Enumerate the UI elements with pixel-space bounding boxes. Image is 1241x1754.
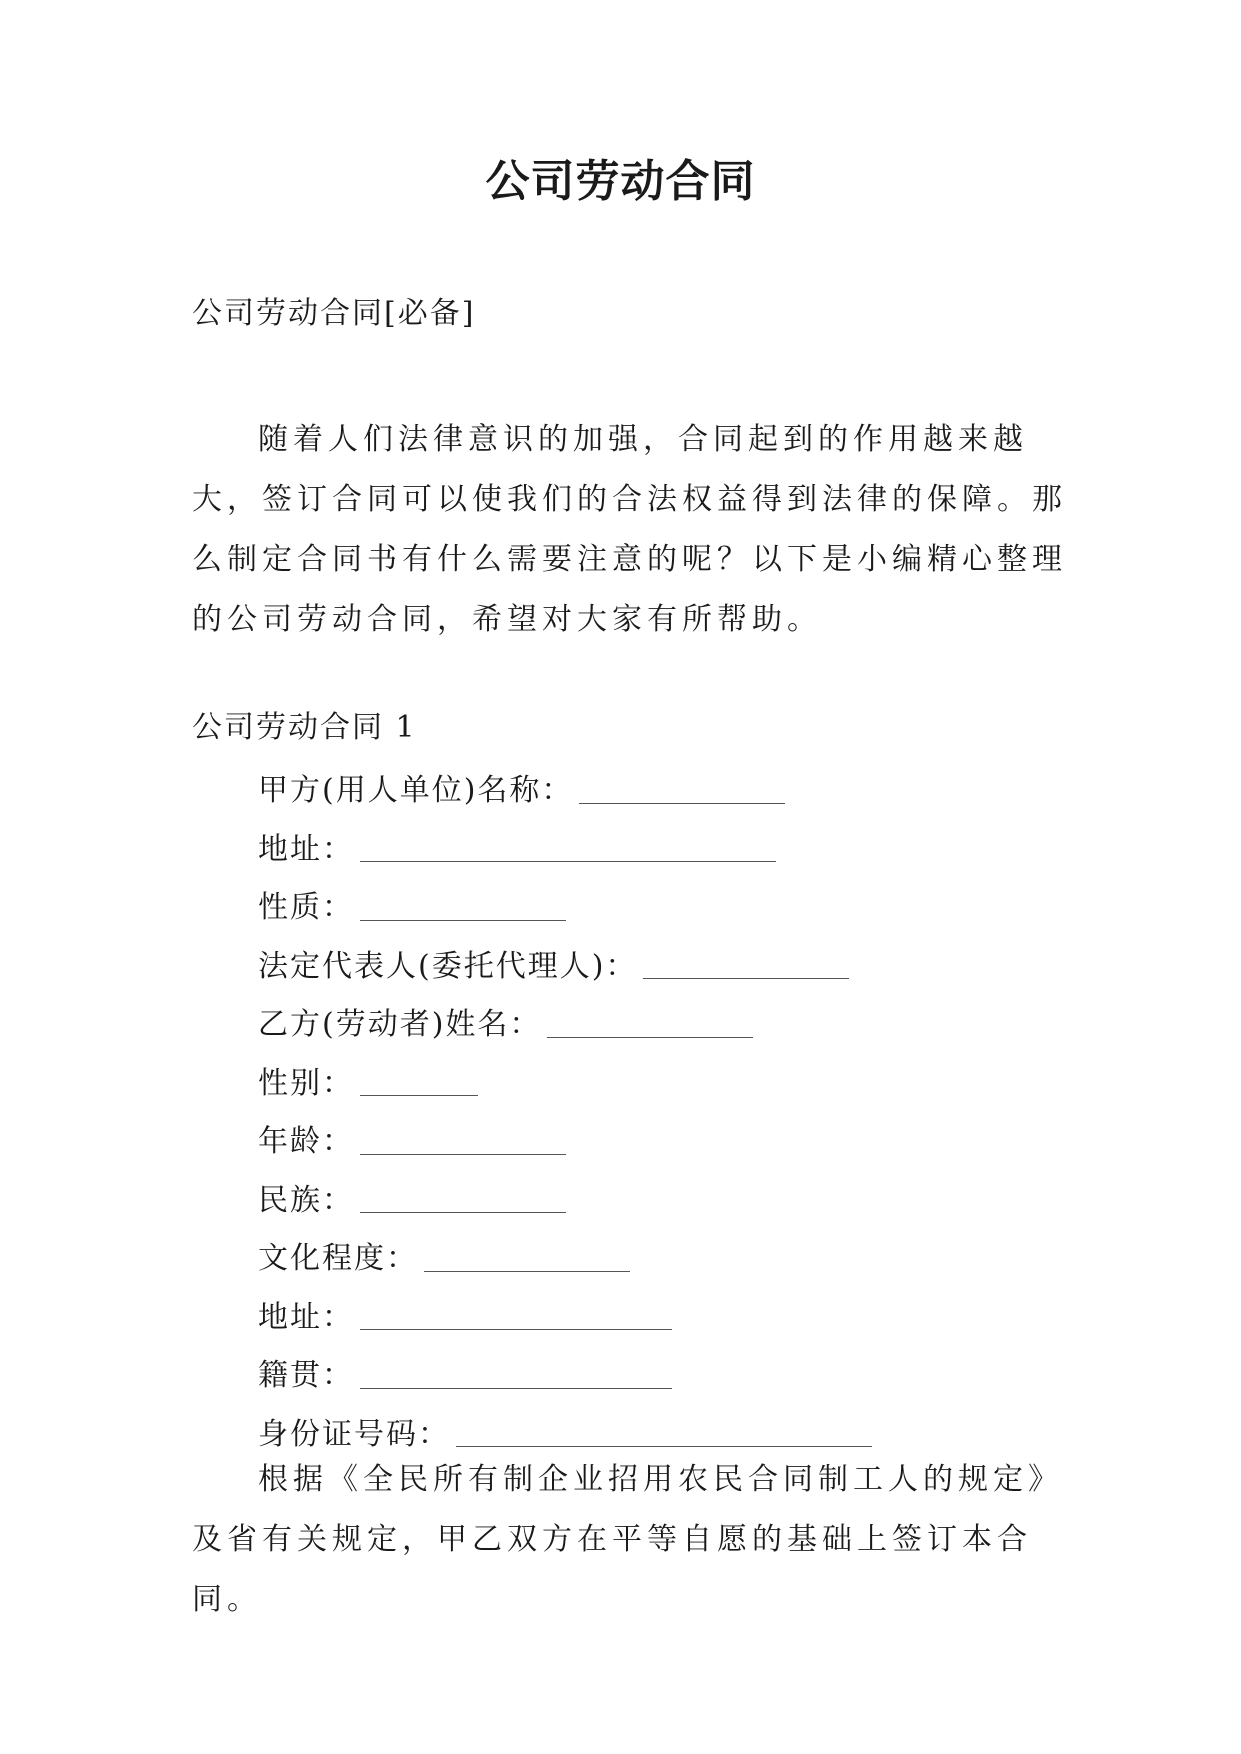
fill-in-blank[interactable]	[360, 1364, 672, 1389]
fill-in-blank[interactable]	[456, 1422, 872, 1447]
fill-in-blank[interactable]	[360, 1305, 672, 1330]
fill-in-blank[interactable]	[360, 1188, 566, 1213]
field-label: 文化程度：	[258, 1241, 418, 1277]
fill-in-blank[interactable]	[360, 896, 566, 921]
contract-fields	[258, 758, 872, 1460]
fill-in-blank[interactable]	[360, 837, 776, 862]
closing-paragraph: 根据《全民所有制企业招用农民合同制工人的规定》及省有关规定，甲乙双方在平等自愿的基础上签订本合同。	[192, 1462, 1063, 1617]
field-label: 身份证号码：	[258, 1416, 450, 1452]
fill-in-blank[interactable]	[360, 1130, 566, 1155]
field-age	[258, 1109, 872, 1168]
field-label: 地址：	[258, 1299, 354, 1335]
field-native-place	[258, 1343, 872, 1402]
field-label: 性质：	[258, 890, 354, 926]
field-label: 法定代表人(委托代理人)：	[258, 948, 638, 984]
fill-in-blank[interactable]	[424, 1247, 630, 1272]
fill-in-blank[interactable]	[360, 1071, 478, 1096]
intro-paragraph: 随着人们法律意识的加强，合同起到的作用越来越大，签订合同可以使我们的合法权益得到法律的保障。那么制定合同书有什么需要注意的呢？以下是小编精心整理的公司劳动合同，希望对大家有所帮助。	[192, 422, 1067, 637]
fill-in-blank[interactable]	[643, 954, 849, 979]
field-party-b-name	[258, 992, 872, 1051]
field-party-a-name	[258, 758, 872, 817]
field-party-b-address	[258, 1285, 872, 1344]
field-label: 民族：	[258, 1182, 354, 1218]
field-ethnicity	[258, 1168, 872, 1227]
document-title: 公司劳动合同	[485, 156, 756, 207]
field-label: 年龄：	[258, 1124, 354, 1160]
field-label: 籍贯：	[258, 1358, 354, 1394]
fill-in-blank[interactable]	[547, 1013, 753, 1038]
field-nature	[258, 875, 872, 934]
fill-in-blank[interactable]	[579, 779, 785, 804]
field-party-a-address	[258, 817, 872, 876]
field-education	[258, 1226, 872, 1285]
field-label: 甲方(用人单位)名称：	[258, 773, 574, 809]
field-legal-representative	[258, 934, 872, 993]
section-heading: 公司劳动合同 1	[192, 710, 417, 745]
field-label: 乙方(劳动者)姓名：	[258, 1007, 542, 1043]
field-gender	[258, 1051, 872, 1110]
document-subtitle: 公司劳动合同[必备]	[192, 296, 476, 331]
field-label: 性别：	[258, 1065, 354, 1101]
field-label: 地址：	[258, 831, 354, 867]
